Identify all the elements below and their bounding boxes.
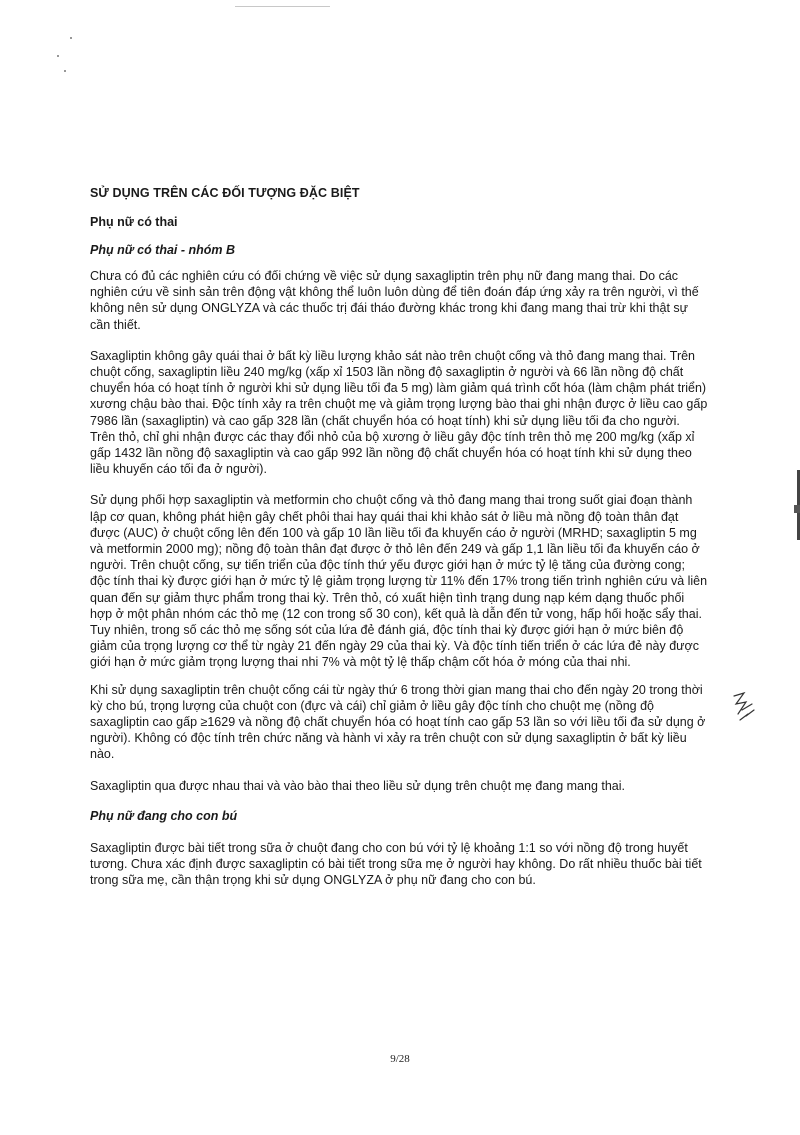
pregnancy-category-heading: Phụ nữ có thai - nhóm B (90, 243, 236, 257)
paragraph-pregnancy-5: Saxagliptin qua được nhau thai và vào bào thai theo liều sử dụng trên chuột mẹ đang mang thai. (90, 778, 626, 793)
paragraph-pregnancy-3: Sử dụng phối hợp saxagliptin và metformin cho chuột cống và thỏ đang mang thai trong suốt giai đoạn thành lập cơ quan, không phát hiện gây chết phôi thai hay quái thai khi khảo sát ở liều mà nồng độ toàn thân đạt được (AUC) ở chuột cống lên đến 100 và gấp 10 lần liều tối đa khuyến cáo ở người (MRHD; saxagliptin 5 mg và metformin 2000 mg); nồng độ toàn thân đạt được ở thỏ lên đến 249 và gấp 1,1 lần liều tối đa khuyến cáo ở người. Trên chuột cống, sự tiến triển của độc tính thứ yếu được giới hạn ở mức tỷ lệ tăng của đường cong; độc tính thai kỳ được giới hạn ở mức tỷ lệ giảm trọng lượng từ 11% đến 17% trong tiến trình nghiên cứu và liên quan đến sự giảm thực phẩm trong thai kỳ. Trên thỏ, có xuất hiện tình trạng dung nạp kém dạng thuốc phối hợp ở một phân nhóm các thỏ mẹ (12 con trong số 30 con), kết quả là dẫn đến tử vong, hấp hối hoặc sẩy thai. Tuy nhiên, trong số các thỏ mẹ sống sót của lứa đẻ đánh giá, độc tính thai kỳ được giới hạn ở mức biên độ giảm của trọng lượng cơ thể từ ngày 21 đến ngày 29 của thai kỳ. Và độc tính tiến triển ở các lứa đẻ này được giới hạn ở mức giảm trọng lượng thai nhi 7% và một tỷ lệ thấp chậm cốt hóa ở móng của thai nhi. (90, 493, 708, 670)
paragraph-pregnancy-2: Saxagliptin không gây quái thai ở bất kỳ liều lượng khảo sát nào trên chuột cống và thỏ đang mang thai. Trên chuột cống, saxagliptin liều 240 mg/kg (xấp xỉ 1503 lần nồng độ saxagliptin ở người và 66 lần nồng độ chất chuyển hóa có hoạt tính ở người khi sử dụng liều tối đa 5 mg) làm giảm quá trình cốt hóa (làm chậm phát triển) xương chậu bào thai. Độc tính xảy ra trên chuột mẹ và giảm trọng lượng bào thai ghi nhận được ở liều cao gấp 7986 lần (saxagliptin) và cao gấp 328 lần (chất chuyển hóa có hoạt tính) khi sử dụng liều tối đa cho người. Trên thỏ, chỉ ghi nhận được các thay đổi nhỏ của bộ xương ở liều gây độc tính trên thỏ mẹ 200 mg/kg (xấp xỉ gấp 1432 lần nồng độ saxagliptin và cao gấp 992 lần nồng độ chất chuyển hóa có hoạt tính khi sử dụng theo liều khuyến cáo tối đa ở người). (90, 348, 708, 477)
document-content (90, 186, 708, 904)
nursing-heading: Phụ nữ đang cho con bú (90, 808, 238, 823)
scan-artifact-dot (64, 70, 66, 72)
scan-artifact-dot (57, 55, 59, 57)
handwritten-initials-mark (730, 690, 756, 724)
page-number: 9/28 (390, 1053, 410, 1065)
section-title: SỬ DỤNG TRÊN CÁC ĐỐI TƯỢNG ĐẶC BIỆT (90, 186, 360, 200)
paragraph-pregnancy-1: Chưa có đủ các nghiên cứu có đối chứng về việc sử dụng saxagliptin trên phụ nữ đang mang thai. Do các nghiên cứu về sinh sản trên động vật không thể luôn luôn dùng để tiên đoán đáp ứng xảy ra trên người, vì thế không nên sử dụng ONGLYZA và các thuốc trị đái tháo đường khác trong khi đang mang thai trừ khi thật sự cần thiết. (90, 269, 699, 332)
pregnancy-heading: Phụ nữ có thai (90, 215, 178, 229)
scan-artifact-dot (70, 37, 72, 39)
scan-artifact-line (235, 6, 330, 7)
paragraph-pregnancy-4: Khi sử dụng saxagliptin trên chuột cống cái từ ngày thứ 6 trong thời gian mang thai cho đến ngày 20 trong thời kỳ cho bú, trọng lượng của chuột con (đực và cái) chỉ giảm ở liều gây độc tính cho chuột mẹ (nồng độ saxagliptin cao gấp ≥1629 và nồng độ chất chuyển hóa có hoạt tính cao gấp 53 lần so với liều tối đa sử dụng ở người). Không có độc tính trên chức năng và hành vi xảy ra trên chuột con sử dụng saxagliptin ở bất kỳ liều nào. (90, 682, 706, 762)
paragraph-nursing: Saxagliptin được bài tiết trong sữa ở chuột đang cho con bú với tỷ lệ khoảng 1:1 so với nồng độ trong huyết tương. Chưa xác định được saxagliptin có bài tiết trong sữa mẹ ở người hay không. Do rất nhiều thuốc bài tiết trong sữa mẹ, cần thận trọng khi sử dụng ONGLYZA ở phụ nữ đang cho con bú. (90, 840, 702, 888)
scan-edge-mark (794, 505, 800, 513)
